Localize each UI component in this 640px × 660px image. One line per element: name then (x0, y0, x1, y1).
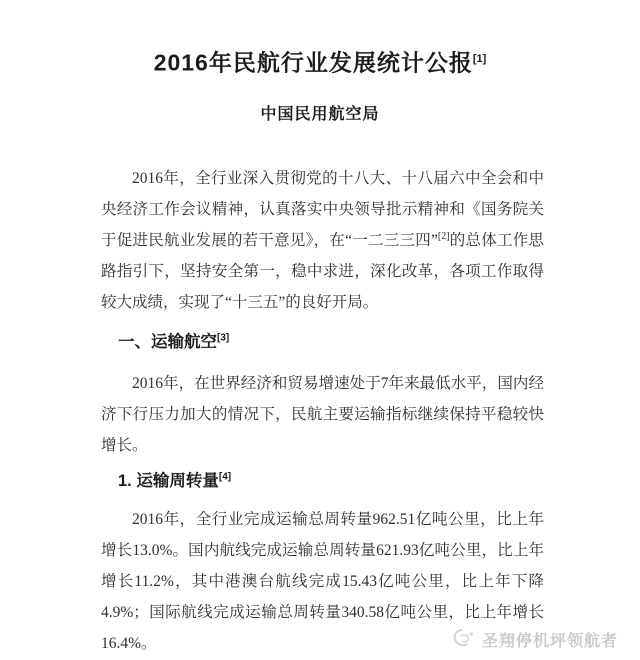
intro-paragraph (101, 163, 544, 318)
intro-paragraph-text-2: 的总体工作思路指引下，坚持安全第一，稳中求进，深化改革，各项工作取得较大成绩，实现了“十三五”的良好开局。 (101, 231, 544, 311)
section-footnote-ref: [3] (217, 332, 230, 344)
page-title (0, 44, 640, 78)
watermark (452, 628, 618, 651)
section-paragraph: 2016年，在世界经济和贸易增速处于7年来最低水平，国内经济下行压力加大的情况下，民航主要运输指标继续保持平稳较快增长。 (101, 374, 544, 454)
document-author: 中国民用航空局 (260, 105, 380, 123)
turnover-paragraph: 2016年，全行业完成运输总周转量962.51亿吨公里，比上年增长13.0%。国内航线完成运输总周转量621.93亿吨公里，比上年增长11.2%，其中港澳台航线完成15.43亿吨公里，比上年下降4.9%；国际航线完成运输总周转量340.58亿吨公里，比上年增长16.4%。 (101, 510, 544, 652)
subsection-heading-transport-turnover (118, 470, 544, 492)
subsection-footnote-ref: [4] (218, 471, 232, 483)
section-heading-text: 一、运输航空 (118, 332, 217, 351)
shengxiang-logo-icon (452, 628, 477, 651)
intro-paragraph-text-1: 2016年，全行业深入贯彻党的十八大、十八届六中全会和中央经济工作会议精神，认真落实中央领导批示精神和《国务院关于促进民航业发展的若干意见》，在“一二三三四” (101, 169, 544, 249)
intro-footnote-ref: [2] (437, 230, 450, 242)
page-title-text: 2016年民航行业发展统计公报 (153, 49, 473, 76)
section-heading-transport-aviation (118, 331, 544, 353)
document-page (0, 44, 640, 660)
watermark-text: 圣翔停机坪领航者 (481, 633, 618, 650)
subsection-heading-text: 1. 运输周转量 (118, 471, 219, 490)
document-body (101, 163, 544, 659)
title-footnote-ref: [1] (472, 53, 487, 65)
